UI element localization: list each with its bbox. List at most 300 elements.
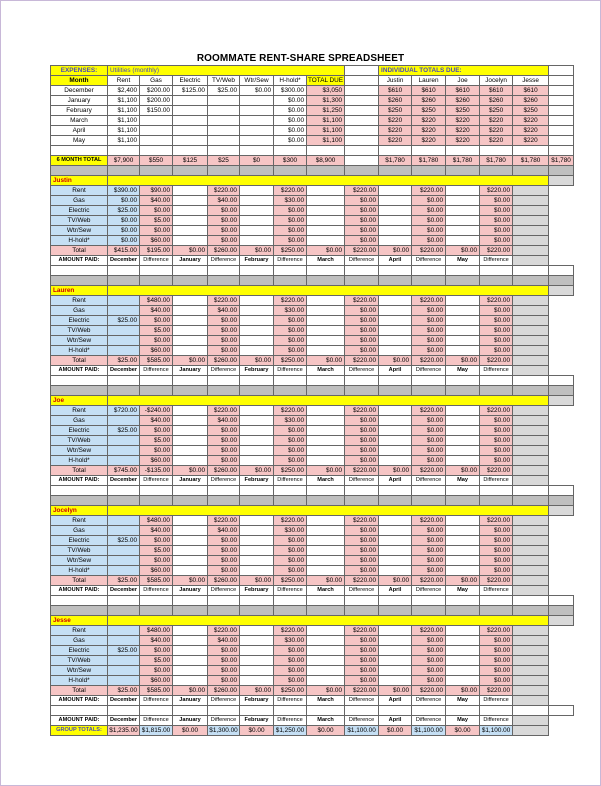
difference-label[interactable]: Difference <box>274 716 307 726</box>
blank-cell[interactable] <box>345 266 379 276</box>
difference-value[interactable] <box>240 236 274 246</box>
column-header-7[interactable]: TOTAL DUE <box>308 77 344 84</box>
expense-category[interactable]: Total <box>51 246 108 256</box>
expense-value[interactable]: $2,400 <box>108 86 140 96</box>
separator-cell[interactable] <box>412 166 446 176</box>
gap-cell[interactable] <box>345 76 379 86</box>
difference-value[interactable] <box>307 346 345 356</box>
separator-cell[interactable] <box>208 496 240 506</box>
blank-cell[interactable] <box>379 266 412 276</box>
difference-value[interactable] <box>240 456 274 466</box>
difference-value[interactable]: $220.00 <box>412 246 446 256</box>
gray-edge[interactable] <box>513 576 549 586</box>
name-band[interactable] <box>108 176 549 186</box>
amount-paid-label[interactable]: AMOUNT PAID: <box>51 586 108 596</box>
difference-value[interactable] <box>240 206 274 216</box>
individual-due[interactable]: $220 <box>379 126 412 136</box>
separator-cell[interactable] <box>240 276 274 286</box>
gap-cell[interactable] <box>345 96 379 106</box>
individual-due[interactable]: $220 <box>513 126 549 136</box>
difference-value[interactable]: $0.00 <box>480 546 513 556</box>
difference-value[interactable] <box>446 516 480 526</box>
amount-paid-value[interactable]: $0.00 <box>108 236 140 246</box>
difference-value[interactable]: $220.00 <box>345 246 379 256</box>
difference-value[interactable] <box>307 426 345 436</box>
difference-value[interactable]: $0.00 <box>140 226 173 236</box>
difference-value[interactable]: $220.00 <box>480 186 513 196</box>
blank-cell[interactable] <box>173 596 208 606</box>
difference-value[interactable]: $0.00 <box>274 316 307 326</box>
difference-value[interactable] <box>307 556 345 566</box>
difference-value[interactable]: $0.00 <box>140 536 173 546</box>
difference-value[interactable]: $0.00 <box>480 676 513 686</box>
six-month-total-value[interactable]: $7,900 <box>108 156 140 166</box>
difference-value[interactable]: $0.00 <box>208 236 240 246</box>
blank-cell[interactable] <box>549 706 574 716</box>
difference-value[interactable]: $220.00 <box>412 686 446 696</box>
difference-value[interactable]: $40.00 <box>208 416 240 426</box>
expense-category[interactable]: Rent <box>51 626 108 636</box>
amount-paid-label[interactable]: AMOUNT PAID: <box>51 716 108 726</box>
difference-value[interactable]: $0.00 <box>412 196 446 206</box>
difference-value[interactable]: $0.00 <box>274 236 307 246</box>
paid-month-label[interactable]: May <box>446 586 480 596</box>
blank-cell[interactable] <box>240 266 274 276</box>
difference-value[interactable]: $40.00 <box>140 306 173 316</box>
individual-due[interactable]: $220 <box>446 116 480 126</box>
gray-edge[interactable] <box>513 216 549 226</box>
difference-value[interactable]: $0.00 <box>173 246 208 256</box>
difference-value[interactable]: $0.00 <box>307 466 345 476</box>
difference-value[interactable]: $0.00 <box>240 356 274 366</box>
difference-value[interactable] <box>307 676 345 686</box>
difference-value[interactable]: $60.00 <box>140 456 173 466</box>
expense-value[interactable]: $1,300 <box>307 96 345 106</box>
difference-value[interactable]: $220.00 <box>412 296 446 306</box>
difference-value[interactable] <box>173 566 208 576</box>
blank-cell[interactable] <box>480 376 513 386</box>
difference-value[interactable]: $0.00 <box>345 546 379 556</box>
difference-value[interactable]: $0.00 <box>274 326 307 336</box>
expense-value[interactable]: $1,100 <box>108 136 140 146</box>
individual-due[interactable]: $250 <box>480 106 513 116</box>
difference-value[interactable]: $5.00 <box>140 546 173 556</box>
six-month-individual[interactable]: $1,780 <box>412 156 446 166</box>
expense-category[interactable]: Rent <box>51 516 108 526</box>
difference-label[interactable]: Difference <box>345 476 379 486</box>
group-total-value[interactable]: $0.00 <box>240 726 274 736</box>
amount-paid-value[interactable]: $0.00 <box>108 226 140 236</box>
six-month-total-value[interactable]: $300 <box>274 156 307 166</box>
difference-value[interactable] <box>379 406 412 416</box>
person-name[interactable]: Jesse <box>51 616 108 626</box>
difference-value[interactable] <box>173 646 208 656</box>
expense-value[interactable]: $3,050 <box>307 86 345 96</box>
paid-month-label[interactable]: April <box>379 716 412 726</box>
expense-value[interactable] <box>240 106 274 116</box>
gray-edge[interactable] <box>549 506 574 516</box>
separator-cell[interactable] <box>480 496 513 506</box>
difference-value[interactable] <box>446 656 480 666</box>
separator-cell[interactable] <box>140 496 173 506</box>
amount-paid-value[interactable]: $0.00 <box>108 196 140 206</box>
expense-category[interactable]: TV/Web <box>51 656 108 666</box>
month-label[interactable]: January <box>51 96 108 106</box>
person-name[interactable]: Jocelyn <box>51 506 108 516</box>
expense-category[interactable]: TV/Web <box>51 326 108 336</box>
blank-cell[interactable] <box>208 376 240 386</box>
difference-value[interactable] <box>379 196 412 206</box>
blank-cell[interactable] <box>173 706 208 716</box>
blank-cell[interactable] <box>379 706 412 716</box>
difference-value[interactable] <box>173 526 208 536</box>
separator-cell[interactable] <box>173 276 208 286</box>
expense-value[interactable] <box>208 96 240 106</box>
difference-value[interactable]: $0.00 <box>140 206 173 216</box>
difference-value[interactable] <box>307 646 345 656</box>
difference-value[interactable] <box>240 346 274 356</box>
difference-value[interactable] <box>240 226 274 236</box>
difference-value[interactable]: $220.00 <box>480 356 513 366</box>
blank-cell[interactable] <box>480 266 513 276</box>
difference-value[interactable] <box>307 456 345 466</box>
separator-cell[interactable] <box>208 606 240 616</box>
blank-cell[interactable] <box>412 706 446 716</box>
blank-cell[interactable] <box>274 376 307 386</box>
expense-category[interactable]: Gas <box>51 636 108 646</box>
blank-cell[interactable] <box>240 706 274 716</box>
separator-cell[interactable] <box>108 606 140 616</box>
paid-month-label[interactable]: December <box>108 586 140 596</box>
difference-value[interactable] <box>307 536 345 546</box>
difference-value[interactable] <box>446 336 480 346</box>
expense-value[interactable]: $125.00 <box>173 86 208 96</box>
difference-value[interactable] <box>307 196 345 206</box>
difference-value[interactable] <box>379 336 412 346</box>
blank-cell[interactable] <box>412 376 446 386</box>
gap-cell[interactable] <box>549 96 574 106</box>
separator-cell[interactable] <box>208 386 240 396</box>
difference-value[interactable]: $0.00 <box>412 426 446 436</box>
blank-cell[interactable] <box>345 596 379 606</box>
difference-value[interactable]: $220.00 <box>345 296 379 306</box>
paid-month-label[interactable]: April <box>379 366 412 376</box>
blank-cell[interactable] <box>412 486 446 496</box>
difference-value[interactable] <box>173 406 208 416</box>
gap-cell[interactable] <box>345 156 379 166</box>
amount-paid-value[interactable] <box>108 526 140 536</box>
expense-value[interactable]: $0.00 <box>274 126 307 136</box>
difference-value[interactable]: $0.00 <box>345 456 379 466</box>
difference-value[interactable]: $220.00 <box>480 296 513 306</box>
difference-value[interactable]: $0.00 <box>345 446 379 456</box>
difference-value[interactable]: $220.00 <box>345 356 379 366</box>
gray-edge[interactable] <box>513 476 549 486</box>
difference-value[interactable]: $0.00 <box>345 666 379 676</box>
amount-paid-value[interactable]: $720.00 <box>108 406 140 416</box>
difference-value[interactable] <box>307 216 345 226</box>
paid-month-label[interactable]: December <box>108 476 140 486</box>
expense-category[interactable]: Gas <box>51 306 108 316</box>
difference-value[interactable]: $40.00 <box>208 196 240 206</box>
separator-cell[interactable] <box>140 276 173 286</box>
difference-value[interactable]: $250.00 <box>274 246 307 256</box>
difference-value[interactable]: $0.00 <box>379 246 412 256</box>
difference-value[interactable] <box>446 646 480 656</box>
person-name[interactable]: Joe <box>51 396 108 406</box>
difference-value[interactable]: $0.00 <box>480 226 513 236</box>
difference-value[interactable]: $0.00 <box>208 556 240 566</box>
separator-cell[interactable] <box>140 386 173 396</box>
difference-label[interactable]: Difference <box>274 366 307 376</box>
difference-value[interactable]: $0.00 <box>140 426 173 436</box>
difference-value[interactable]: $0.00 <box>274 566 307 576</box>
blank-cell[interactable] <box>549 376 574 386</box>
difference-value[interactable]: $0.00 <box>480 426 513 436</box>
separator-cell[interactable] <box>140 166 173 176</box>
difference-value[interactable]: $0.00 <box>480 646 513 656</box>
difference-value[interactable]: $0.00 <box>173 576 208 586</box>
separator-cell[interactable] <box>240 496 274 506</box>
difference-value[interactable]: $5.00 <box>140 326 173 336</box>
blank-cell[interactable] <box>274 596 307 606</box>
difference-value[interactable]: $0.00 <box>345 336 379 346</box>
separator-cell[interactable] <box>412 606 446 616</box>
separator-cell[interactable] <box>412 496 446 506</box>
difference-value[interactable] <box>379 446 412 456</box>
paid-month-label[interactable]: February <box>240 476 274 486</box>
difference-value[interactable] <box>379 306 412 316</box>
difference-value[interactable] <box>173 666 208 676</box>
blank-cell[interactable] <box>513 146 549 156</box>
difference-value[interactable] <box>240 516 274 526</box>
difference-value[interactable] <box>240 196 274 206</box>
separator-cell[interactable] <box>51 166 108 176</box>
difference-value[interactable]: $0.00 <box>345 216 379 226</box>
difference-value[interactable]: $0.00 <box>140 336 173 346</box>
difference-value[interactable] <box>240 556 274 566</box>
separator-cell[interactable] <box>549 496 574 506</box>
gray-edge[interactable] <box>513 466 549 476</box>
difference-value[interactable] <box>379 416 412 426</box>
difference-value[interactable] <box>307 546 345 556</box>
difference-label[interactable]: Difference <box>345 366 379 376</box>
difference-value[interactable]: $30.00 <box>274 416 307 426</box>
difference-value[interactable]: $40.00 <box>208 306 240 316</box>
difference-value[interactable]: $60.00 <box>140 236 173 246</box>
separator-cell[interactable] <box>208 276 240 286</box>
gray-edge[interactable] <box>513 246 549 256</box>
blank-cell[interactable] <box>140 486 173 496</box>
difference-value[interactable]: $0.00 <box>345 426 379 436</box>
difference-value[interactable]: $0.00 <box>274 556 307 566</box>
difference-value[interactable]: $0.00 <box>274 646 307 656</box>
difference-value[interactable] <box>240 316 274 326</box>
difference-value[interactable]: $0.00 <box>208 206 240 216</box>
amount-paid-value[interactable] <box>108 656 140 666</box>
difference-value[interactable]: $0.00 <box>480 566 513 576</box>
difference-value[interactable]: $220.00 <box>480 626 513 636</box>
blank-cell[interactable] <box>412 596 446 606</box>
separator-cell[interactable] <box>274 496 307 506</box>
paid-month-label[interactable]: April <box>379 696 412 706</box>
gray-edge[interactable] <box>513 556 549 566</box>
expense-value[interactable] <box>140 126 173 136</box>
difference-value[interactable]: $0.00 <box>480 236 513 246</box>
difference-value[interactable]: $0.00 <box>345 326 379 336</box>
difference-value[interactable]: $0.00 <box>307 576 345 586</box>
difference-value[interactable]: $0.00 <box>412 446 446 456</box>
expense-value[interactable]: $1,100 <box>307 116 345 126</box>
difference-label[interactable]: Difference <box>345 696 379 706</box>
difference-value[interactable]: $0.00 <box>412 316 446 326</box>
difference-value[interactable] <box>446 346 480 356</box>
blank-cell[interactable] <box>173 376 208 386</box>
amount-paid-value[interactable]: $25.00 <box>108 576 140 586</box>
blank-cell[interactable] <box>51 706 108 716</box>
difference-label[interactable]: Difference <box>480 476 513 486</box>
difference-value[interactable] <box>379 456 412 466</box>
amount-paid-value[interactable] <box>108 626 140 636</box>
difference-value[interactable] <box>446 416 480 426</box>
individual-due[interactable]: $220 <box>480 126 513 136</box>
difference-value[interactable]: $30.00 <box>274 196 307 206</box>
separator-cell[interactable] <box>108 166 140 176</box>
blank-cell[interactable] <box>108 486 140 496</box>
difference-value[interactable]: $0.00 <box>307 246 345 256</box>
difference-value[interactable]: $0.00 <box>173 356 208 366</box>
blank-cell[interactable] <box>480 146 513 156</box>
blank-cell[interactable] <box>446 146 480 156</box>
expense-category[interactable]: H-hold* <box>51 456 108 466</box>
difference-value[interactable]: $0.00 <box>274 206 307 216</box>
separator-cell[interactable] <box>240 386 274 396</box>
difference-value[interactable] <box>173 296 208 306</box>
difference-value[interactable] <box>307 226 345 236</box>
amount-paid-value[interactable]: $415.00 <box>108 246 140 256</box>
difference-value[interactable]: $0.00 <box>412 436 446 446</box>
difference-value[interactable] <box>240 416 274 426</box>
difference-value[interactable] <box>240 216 274 226</box>
difference-value[interactable]: $0.00 <box>379 576 412 586</box>
difference-label[interactable]: Difference <box>208 696 240 706</box>
gap-cell[interactable] <box>549 86 574 96</box>
separator-cell[interactable] <box>412 276 446 286</box>
month-label[interactable]: March <box>51 116 108 126</box>
gray-edge[interactable] <box>513 626 549 636</box>
difference-label[interactable]: Difference <box>412 696 446 706</box>
difference-value[interactable] <box>307 236 345 246</box>
individual-due[interactable]: $610 <box>412 86 446 96</box>
difference-value[interactable]: $220.00 <box>274 186 307 196</box>
column-header-2[interactable]: Gas <box>140 76 173 86</box>
separator-cell[interactable] <box>480 606 513 616</box>
difference-value[interactable] <box>446 326 480 336</box>
individual-due[interactable]: $220 <box>480 116 513 126</box>
six-month-total-value[interactable]: $0 <box>240 156 274 166</box>
difference-value[interactable] <box>446 406 480 416</box>
difference-value[interactable] <box>379 556 412 566</box>
difference-label[interactable]: Difference <box>208 586 240 596</box>
difference-value[interactable]: $0.00 <box>480 656 513 666</box>
difference-value[interactable] <box>240 526 274 536</box>
difference-value[interactable]: $0.00 <box>240 466 274 476</box>
expense-value[interactable] <box>173 106 208 116</box>
name-band[interactable] <box>108 396 549 406</box>
difference-value[interactable]: $5.00 <box>140 656 173 666</box>
difference-value[interactable]: $0.00 <box>480 456 513 466</box>
expense-value[interactable] <box>173 136 208 146</box>
difference-value[interactable] <box>379 516 412 526</box>
group-total-value[interactable]: $1,815.00 <box>140 726 173 736</box>
difference-value[interactable]: $40.00 <box>140 196 173 206</box>
difference-value[interactable]: $0.00 <box>480 636 513 646</box>
difference-value[interactable]: $0.00 <box>274 426 307 436</box>
difference-value[interactable]: $5.00 <box>140 436 173 446</box>
separator-cell[interactable] <box>446 166 480 176</box>
gray-edge[interactable] <box>513 566 549 576</box>
expense-category[interactable]: Wtr/Sew <box>51 666 108 676</box>
expense-value[interactable] <box>240 126 274 136</box>
separator-cell[interactable] <box>140 606 173 616</box>
expense-category[interactable]: Gas <box>51 526 108 536</box>
difference-value[interactable]: $0.00 <box>412 676 446 686</box>
amount-paid-value[interactable]: $25.00 <box>108 426 140 436</box>
difference-value[interactable]: $0.00 <box>345 316 379 326</box>
difference-value[interactable]: $0.00 <box>345 416 379 426</box>
paid-month-label[interactable]: January <box>173 586 208 596</box>
separator-cell[interactable] <box>513 496 549 506</box>
difference-value[interactable] <box>307 296 345 306</box>
difference-value[interactable] <box>379 626 412 636</box>
difference-value[interactable] <box>307 446 345 456</box>
separator-cell[interactable] <box>412 386 446 396</box>
difference-value[interactable]: $0.00 <box>140 646 173 656</box>
blank-cell[interactable] <box>140 596 173 606</box>
six-month-individual[interactable]: $1,780 <box>480 156 513 166</box>
difference-value[interactable] <box>240 636 274 646</box>
difference-value[interactable]: $40.00 <box>140 526 173 536</box>
difference-value[interactable]: $0.00 <box>208 336 240 346</box>
expense-category[interactable]: Electric <box>51 206 108 216</box>
separator-cell[interactable] <box>446 496 480 506</box>
blank-cell[interactable] <box>140 146 173 156</box>
difference-value[interactable] <box>379 666 412 676</box>
difference-value[interactable] <box>379 646 412 656</box>
blank-cell[interactable] <box>379 486 412 496</box>
difference-value[interactable] <box>446 676 480 686</box>
blank-cell[interactable] <box>379 376 412 386</box>
difference-value[interactable]: $0.00 <box>345 306 379 316</box>
difference-value[interactable] <box>240 426 274 436</box>
amount-paid-value[interactable] <box>108 636 140 646</box>
difference-value[interactable] <box>446 186 480 196</box>
amount-paid-value[interactable]: $25.00 <box>108 536 140 546</box>
paid-month-label[interactable]: February <box>240 696 274 706</box>
difference-value[interactable] <box>307 636 345 646</box>
difference-value[interactable] <box>307 656 345 666</box>
individual-due[interactable]: $610 <box>379 86 412 96</box>
gray-edge[interactable] <box>513 346 549 356</box>
amount-paid-value[interactable] <box>108 326 140 336</box>
difference-value[interactable]: $0.00 <box>274 546 307 556</box>
separator-cell[interactable] <box>379 496 412 506</box>
difference-value[interactable]: $30.00 <box>274 526 307 536</box>
difference-value[interactable] <box>240 666 274 676</box>
gray-edge[interactable] <box>513 416 549 426</box>
difference-label[interactable]: Difference <box>412 476 446 486</box>
blank-cell[interactable] <box>446 486 480 496</box>
